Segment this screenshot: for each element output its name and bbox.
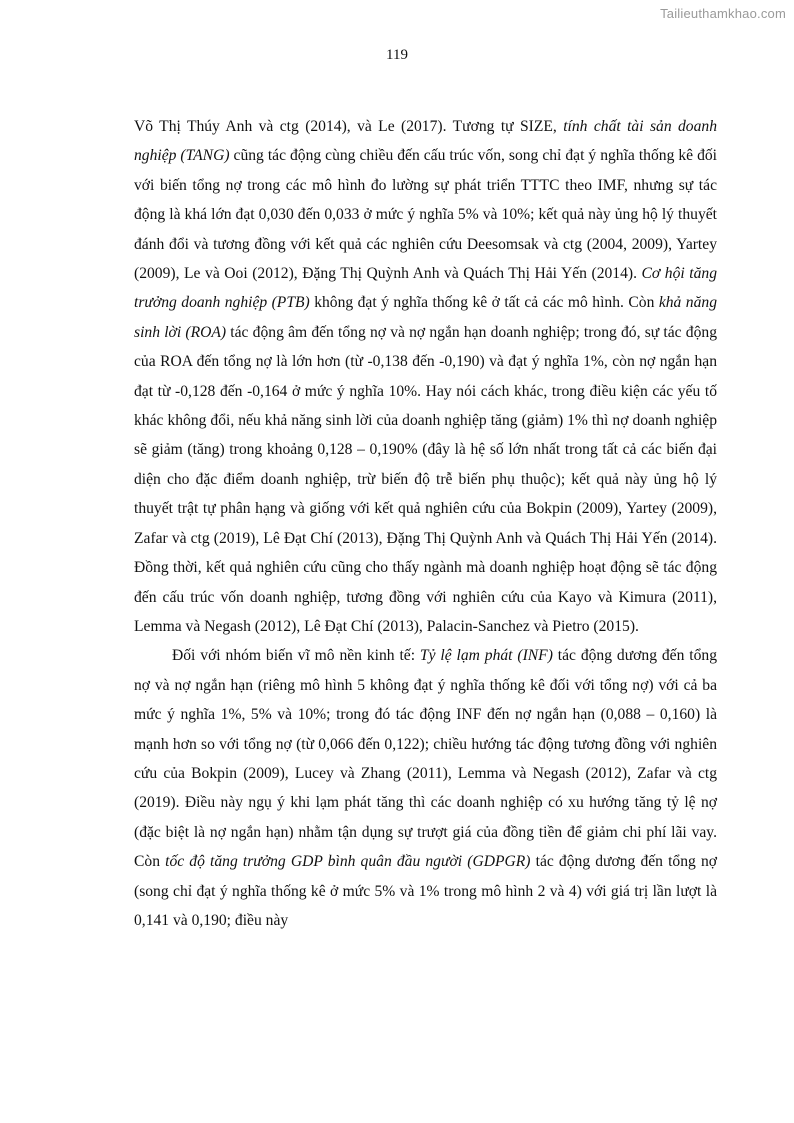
- text-run: Đối với nhóm biến vĩ mô nền kinh tế:: [172, 647, 420, 665]
- watermark: Tailieuthamkhao.com: [660, 6, 786, 21]
- italic-term-gdpgr: tốc độ tăng trưởng GDP bình quân đầu người (GDPGR): [165, 853, 531, 871]
- text-run: cũng tác động cùng chiều đến cấu trúc vốn, song chỉ đạt ý nghĩa thống kê đối với biến tổng nợ trong các mô hình đo lường sự phát triển TTTC theo IMF, nhưng sự tác động là khá lớn đạt 0,030 đến 0,033 ở mức ý nghĩa 5% và 10%; kết quả này ủng hộ lý thuyết đánh đổi và tương đồng với kết quả các nghiên cứu Deesomsak và ctg (2004, 2009), Yartey (2009), Le và Ooi (2012), Đặng Thị Quỳnh Anh và Quách Thị Hải Yến (2014).: [134, 147, 717, 283]
- text-run: tác động dương đến tổng nợ (song chỉ đạt ý nghĩa thống kê ở mức 5% và 1% trong mô hình 2 và 4) với giá trị lần lượt là 0,141 và 0,190; điều này: [134, 853, 717, 929]
- text-run: tác động dương đến tổng nợ và nợ ngắn hạn (riêng mô hình 5 không đạt ý nghĩa thống kê đối với tổng nợ) với cả ba mức ý nghĩa 1%, 5% và 10%; trong đó tác động INF đến nợ ngắn hạn (0,088 – 0,160) là mạnh hơn so với tổng nợ (từ 0,066 đến 0,122); chiều hướng tác động tương đồng với nghiên cứu của Bokpin (2009), Lucey và Zhang (2011), Lemma và Negash (2012), Zafar và ctg (2019). Điều này ngụ ý khi lạm phát tăng thì các doanh nghiệp có xu hướng tăng tỷ lệ nợ (đặc biệt là nợ ngắn hạn) nhằm tận dụng sự trượt giá của đồng tiền để giảm chi phí lãi vay. Còn: [134, 647, 717, 871]
- italic-term-ptb: Cơ hội tăng trưởng doanh nghiệp (PTB): [134, 265, 718, 312]
- page-number: 119: [386, 47, 408, 63]
- text-run: không đạt ý nghĩa thống kê ở tất cả các mô hình. Còn: [309, 294, 659, 312]
- italic-term-tang: tính chất tài sản doanh nghiệp (TANG): [134, 118, 717, 165]
- italic-term-inf: Tỷ lệ lạm phát (INF): [419, 647, 553, 665]
- paragraph-2: [134, 641, 717, 935]
- text-run: Võ Thị Thúy Anh và ctg (2014), và Le (2017). Tương tự SIZE,: [134, 118, 564, 135]
- paragraph-1: [134, 112, 717, 641]
- italic-term-roa: khả năng sinh lời (ROA): [134, 294, 717, 341]
- document-body: [134, 112, 717, 935]
- text-run: tác động âm đến tổng nợ và nợ ngắn hạn doanh nghiệp; trong đó, sự tác động của ROA đến tổng nợ là lớn hơn (từ -0,138 đến -0,190) và đạt ý nghĩa 1%, còn nợ ngắn hạn đạt từ -0,128 đến -0,164 ở mức ý nghĩa 10%. Hay nói cách khác, trong điều kiện các yếu tố khác không đổi, nếu khả năng sinh lời của doanh nghiệp tăng (giảm) 1% thì nợ doanh nghiệp sẽ giảm (tăng) trong khoảng 0,128 – 0,190% (đây là hệ số lớn nhất trong tất cả các biến đại diện cho đặc điểm doanh nghiệp, trừ biến độ trễ biến phụ thuộc); kết quả này ủng hộ lý thuyết trật tự phân hạng và giống với kết quả nghiên cứu của Bokpin (2009), Yartey (2009), Zafar và ctg (2019), Lê Đạt Chí (2013), Đặng Thị Quỳnh Anh và Quách Thị Hải Yến (2014). Đồng thời, kết quả nghiên cứu cũng cho thấy ngành mà doanh nghiệp hoạt động sẽ tác động đến cấu trúc vốn doanh nghiệp, tương đồng với nghiên cứu của Kayo và Kimura (2011), Lemma và Negash (2012), Lê Đạt Chí (2013), Palacin-Sanchez và Pietro (2015).: [134, 323, 717, 635]
